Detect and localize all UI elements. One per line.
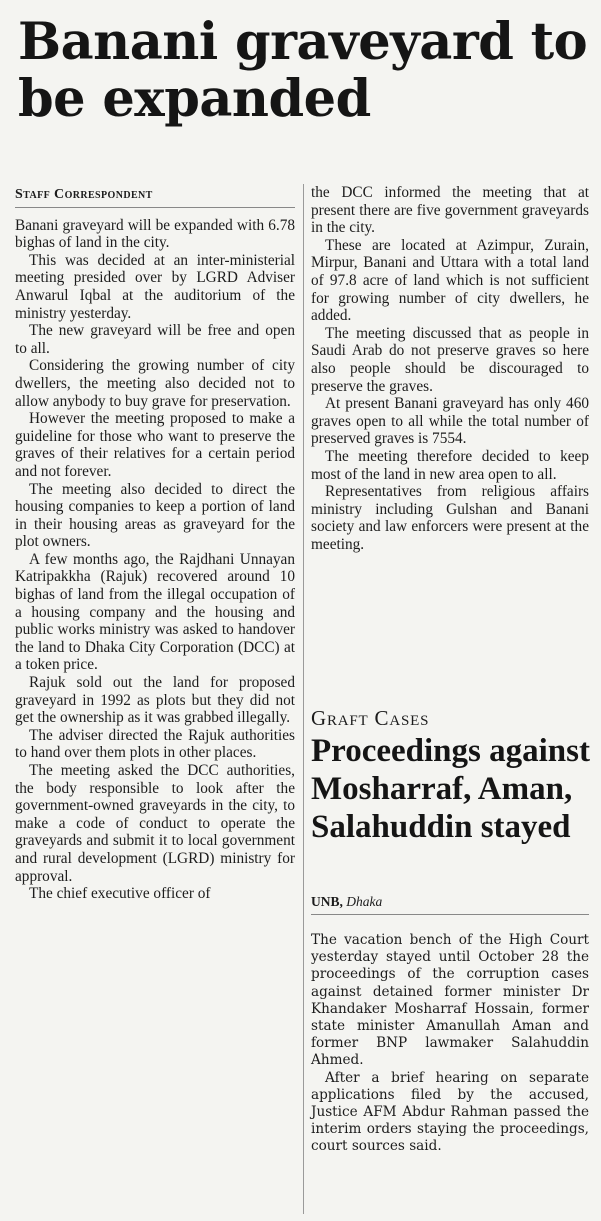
right-column xyxy=(311,184,589,553)
left-column xyxy=(15,184,295,903)
article-paragraph: The new graveyard will be free and open to all. xyxy=(15,322,295,357)
byline xyxy=(15,186,295,208)
article-paragraph: This was decided at an inter-ministerial meeting presided over by LGRD Adviser Anwarul Iqbal at the auditorium of the ministry yesterday. xyxy=(15,251,295,322)
article-paragraph: However the meeting proposed to make a guideline for those who want to preserve the graves of their relatives for a certain period and not forever. xyxy=(15,410,295,480)
kicker-text: Graft Cases xyxy=(311,706,430,730)
byline-text: Staff Correspondent xyxy=(15,187,153,202)
article-paragraph: Rajuk sold out the land for proposed graveyard in 1992 as plots but they did not get the ownership as it was grabbed illegally. xyxy=(15,674,295,727)
byline-place: Dhaka xyxy=(346,894,383,909)
article-paragraph: After a brief hearing on separate applications filed by the accused, Justice AFM Abdur Rahman passed the interim orders staying the proceedings, court sources said. xyxy=(311,1069,589,1155)
second-article-headline: Proceedings against Mosharraf, Aman, Salahuddin stayed xyxy=(311,733,590,845)
article-paragraph: The chief executive officer of xyxy=(29,885,211,903)
article-paragraph: The vacation bench of the High Court yesterday stayed until October 28 the proceedings of the corruption cases against detained former minister Dr Khandaker Mosharraf Hossain, former state minister Amanullah Aman and former BNP lawmaker Salahuddin Ahmed. xyxy=(311,932,589,1069)
article-paragraph: Considering the growing number of city dwellers, the meeting also decided not to allow anybody to buy grave for preservation. xyxy=(15,357,295,410)
article-paragraph: These are located at Azimpur, Zurain, Mirpur, Banani and Uttara with a total land of 97.8 acre of land which is not sufficient for growing number of city dwellers, he added. xyxy=(311,236,589,325)
article-paragraph: The meeting asked the DCC authorities, the body responsible to look after the government-owned graveyards in the city, to make a code of conduct to operate the graveyards and submit it to local government and rural development (LGRD) ministry for approval. xyxy=(15,762,295,885)
article-paragraph: The meeting also decided to direct the housing companies to keep a portion of land in their housing areas as graveyard for the plot owners. xyxy=(15,480,295,551)
article-paragraph: The meeting discussed that as people in Saudi Arab do not preserve graves so here also people should be discouraged to preserve the graves. xyxy=(311,324,589,395)
article-paragraph: Banani graveyard will be expanded with 6.78 bighas of land in the city. xyxy=(15,216,295,252)
second-article-kicker xyxy=(311,706,591,731)
article-paragraph: the DCC informed the meeting that at present there are five government graveyards in the city. xyxy=(311,184,589,237)
headline: Banani graveyard to be expanded xyxy=(18,12,588,129)
second-article-body xyxy=(311,932,589,1156)
byline-agency: UNB, xyxy=(311,894,347,909)
article-paragraph: The meeting therefore decided to keep most of the land in new area open to all. xyxy=(311,447,589,483)
article-paragraph: A few months ago, the Rajdhani Unnayan Katripakkha (Rajuk) recovered around 10 bighas of land from the illegal occupation of a housing company and the housing and public works ministry was asked to handover the land to Dhaka City Corporation (DCC) at a token price. xyxy=(15,550,295,674)
article-paragraph: The adviser directed the Rajuk authorities to hand over them plots in other places. xyxy=(15,726,295,762)
column-divider xyxy=(303,184,304,1214)
article-paragraph: At present Banani graveyard has only 460 graves open to all while the total number of preserved graves is 7554. xyxy=(311,395,589,448)
article-paragraph: Representatives from religious affairs ministry including Gulshan and Banani society and law enforcers were present at the meeting. xyxy=(311,483,589,553)
second-article-byline xyxy=(311,894,589,915)
